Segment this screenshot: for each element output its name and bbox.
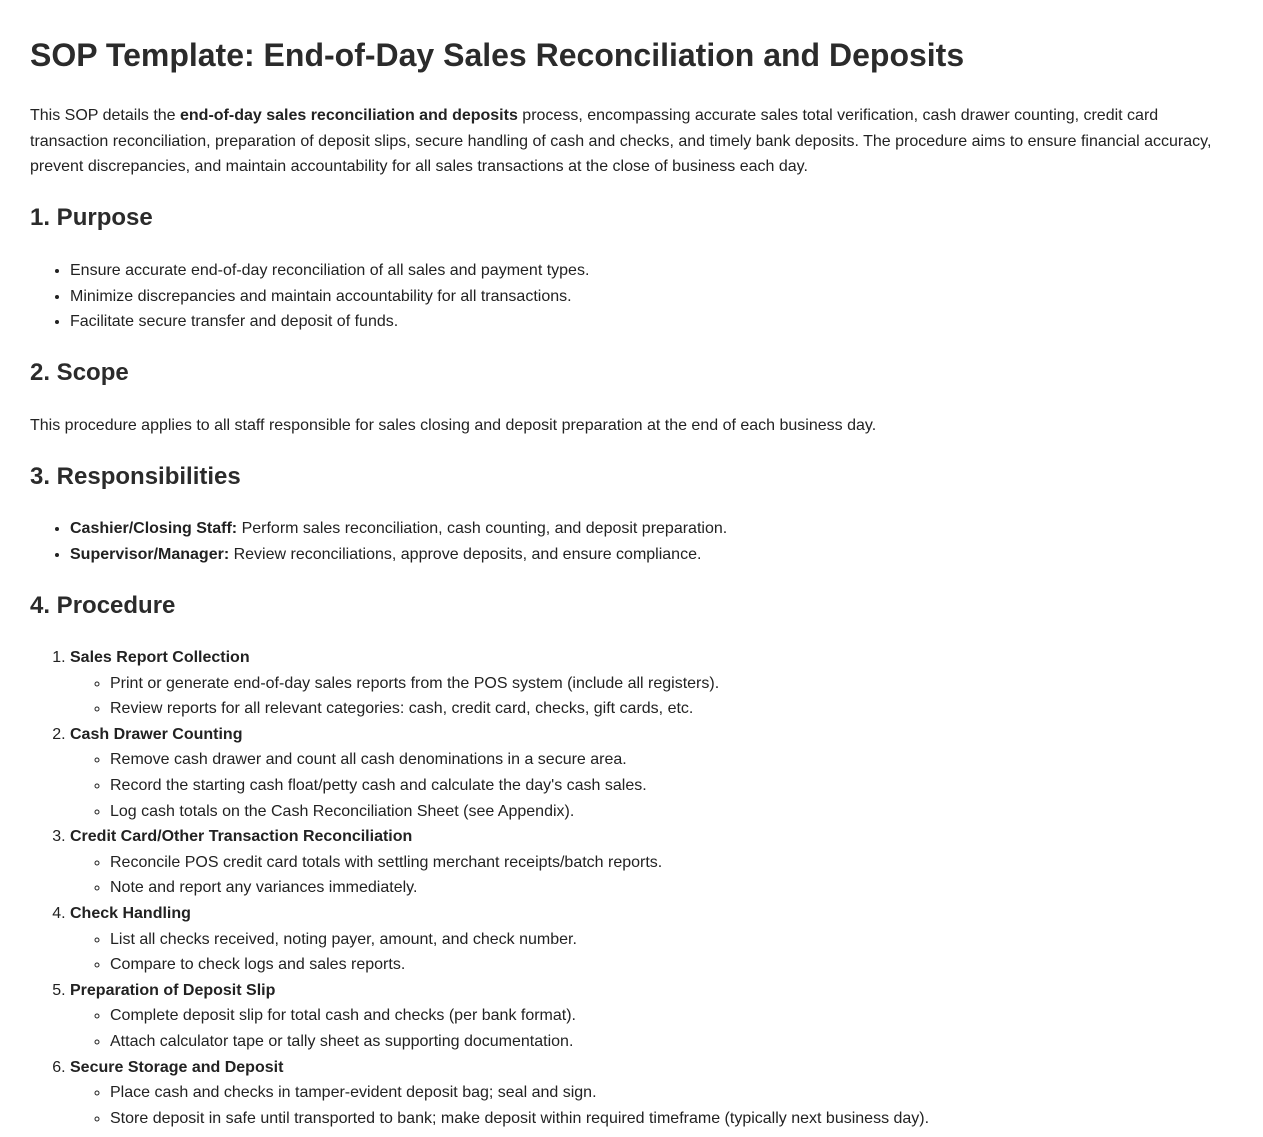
role-description: Review reconciliations, approve deposits, and ensure compliance. [229, 545, 702, 563]
substep-item: ◦ Store deposit in safe until transported to bank; make deposit within required timeframe (typically next business day). [110, 1106, 929, 1132]
substep-item: ◦ Complete deposit slip for total cash and checks (per bank format). [110, 1003, 929, 1029]
procedure-step [70, 824, 929, 901]
intro-suffix: process, encompassing accurate sales total verification, cash drawer counting, credit card transaction reconciliation, preparation of deposit slips, secure handling of cash and checks, and timely bank deposits. The procedure aims to ensure financial accuracy, prevent discrepancies, and maintain accountability for all sales transactions at the close of business each day. [30, 107, 1212, 175]
section-heading-responsibilities: 3. Responsibilities [30, 463, 241, 490]
page-title: SOP Template: End-of-Day Sales Reconciliation and Deposits [30, 37, 965, 73]
procedure-step [70, 1055, 929, 1132]
step-title: Secure Storage and Deposit [70, 1058, 284, 1076]
substep-item: ◦ Attach calculator tape or tally sheet as supporting documentation. [110, 1029, 929, 1055]
intro-paragraph [30, 103, 1230, 180]
substep-item: ◦ Remove cash drawer and count all cash denominations in a secure area. [110, 747, 929, 773]
section-heading-procedure: 4. Procedure [30, 592, 176, 619]
step-title: Check Handling [70, 904, 191, 922]
step-substeps [70, 850, 929, 901]
substep-item: ◦ Print or generate end-of-day sales reports from the POS system (include all registers). [110, 671, 929, 697]
list-item [70, 542, 727, 568]
procedure-step [70, 978, 929, 1055]
step-title: Credit Card/Other Transaction Reconciliation [70, 828, 413, 846]
step-title: Preparation of Deposit Slip [70, 981, 276, 999]
section-heading-purpose: 1. Purpose [30, 204, 153, 231]
step-title: Cash Drawer Counting [70, 725, 243, 743]
substep-item: ◦ Note and report any variances immediately. [110, 875, 929, 901]
purpose-list [30, 258, 589, 335]
substep-item: ◦ Review reports for all relevant categories: cash, credit card, checks, gift cards, etc. [110, 696, 929, 722]
responsibilities-list [30, 516, 727, 567]
step-substeps [70, 1080, 929, 1131]
list-item: • Ensure accurate end-of-day reconciliation of all sales and payment types. [70, 258, 589, 284]
step-title: Sales Report Collection [70, 649, 250, 666]
substep-item: ◦ Record the starting cash float/petty cash and calculate the day's cash sales. [110, 773, 929, 799]
procedure-step [70, 645, 929, 722]
step-substeps [70, 1003, 929, 1054]
list-item: • Minimize discrepancies and maintain accountability for all transactions. [70, 284, 589, 310]
substep-item: ◦ Reconcile POS credit card totals with settling merchant receipts/batch reports. [110, 850, 929, 876]
substep-item: ◦ Log cash totals on the Cash Reconciliation Sheet (see Appendix). [110, 799, 929, 825]
list-item: • Facilitate secure transfer and deposit of funds. [70, 309, 589, 335]
role-label: Cashier/Closing Staff: [70, 520, 238, 537]
step-substeps [70, 747, 929, 824]
substep-item: ◦ Compare to check logs and sales reports. [110, 952, 929, 978]
role-label: Supervisor/Manager: [70, 545, 230, 563]
substep-item: ◦ Place cash and checks in tamper-evident deposit bag; seal and sign. [110, 1080, 929, 1106]
step-substeps [70, 671, 929, 722]
list-item [70, 516, 727, 542]
role-description: Perform sales reconciliation, cash counting, and deposit preparation. [237, 520, 728, 537]
intro-prefix: This SOP details the [30, 107, 180, 124]
procedure-steps [30, 645, 929, 1131]
section-heading-scope: 2. Scope [30, 359, 129, 386]
intro-bold-phrase: end-of-day sales reconciliation and deposits [180, 107, 518, 124]
procedure-step [70, 722, 929, 824]
substep-item: ◦ List all checks received, noting payer, amount, and check number. [110, 927, 929, 953]
procedure-step [70, 901, 929, 978]
scope-text: This procedure applies to all staff responsible for sales closing and deposit preparation at the end of each business day. [30, 417, 877, 434]
step-substeps [70, 927, 929, 978]
